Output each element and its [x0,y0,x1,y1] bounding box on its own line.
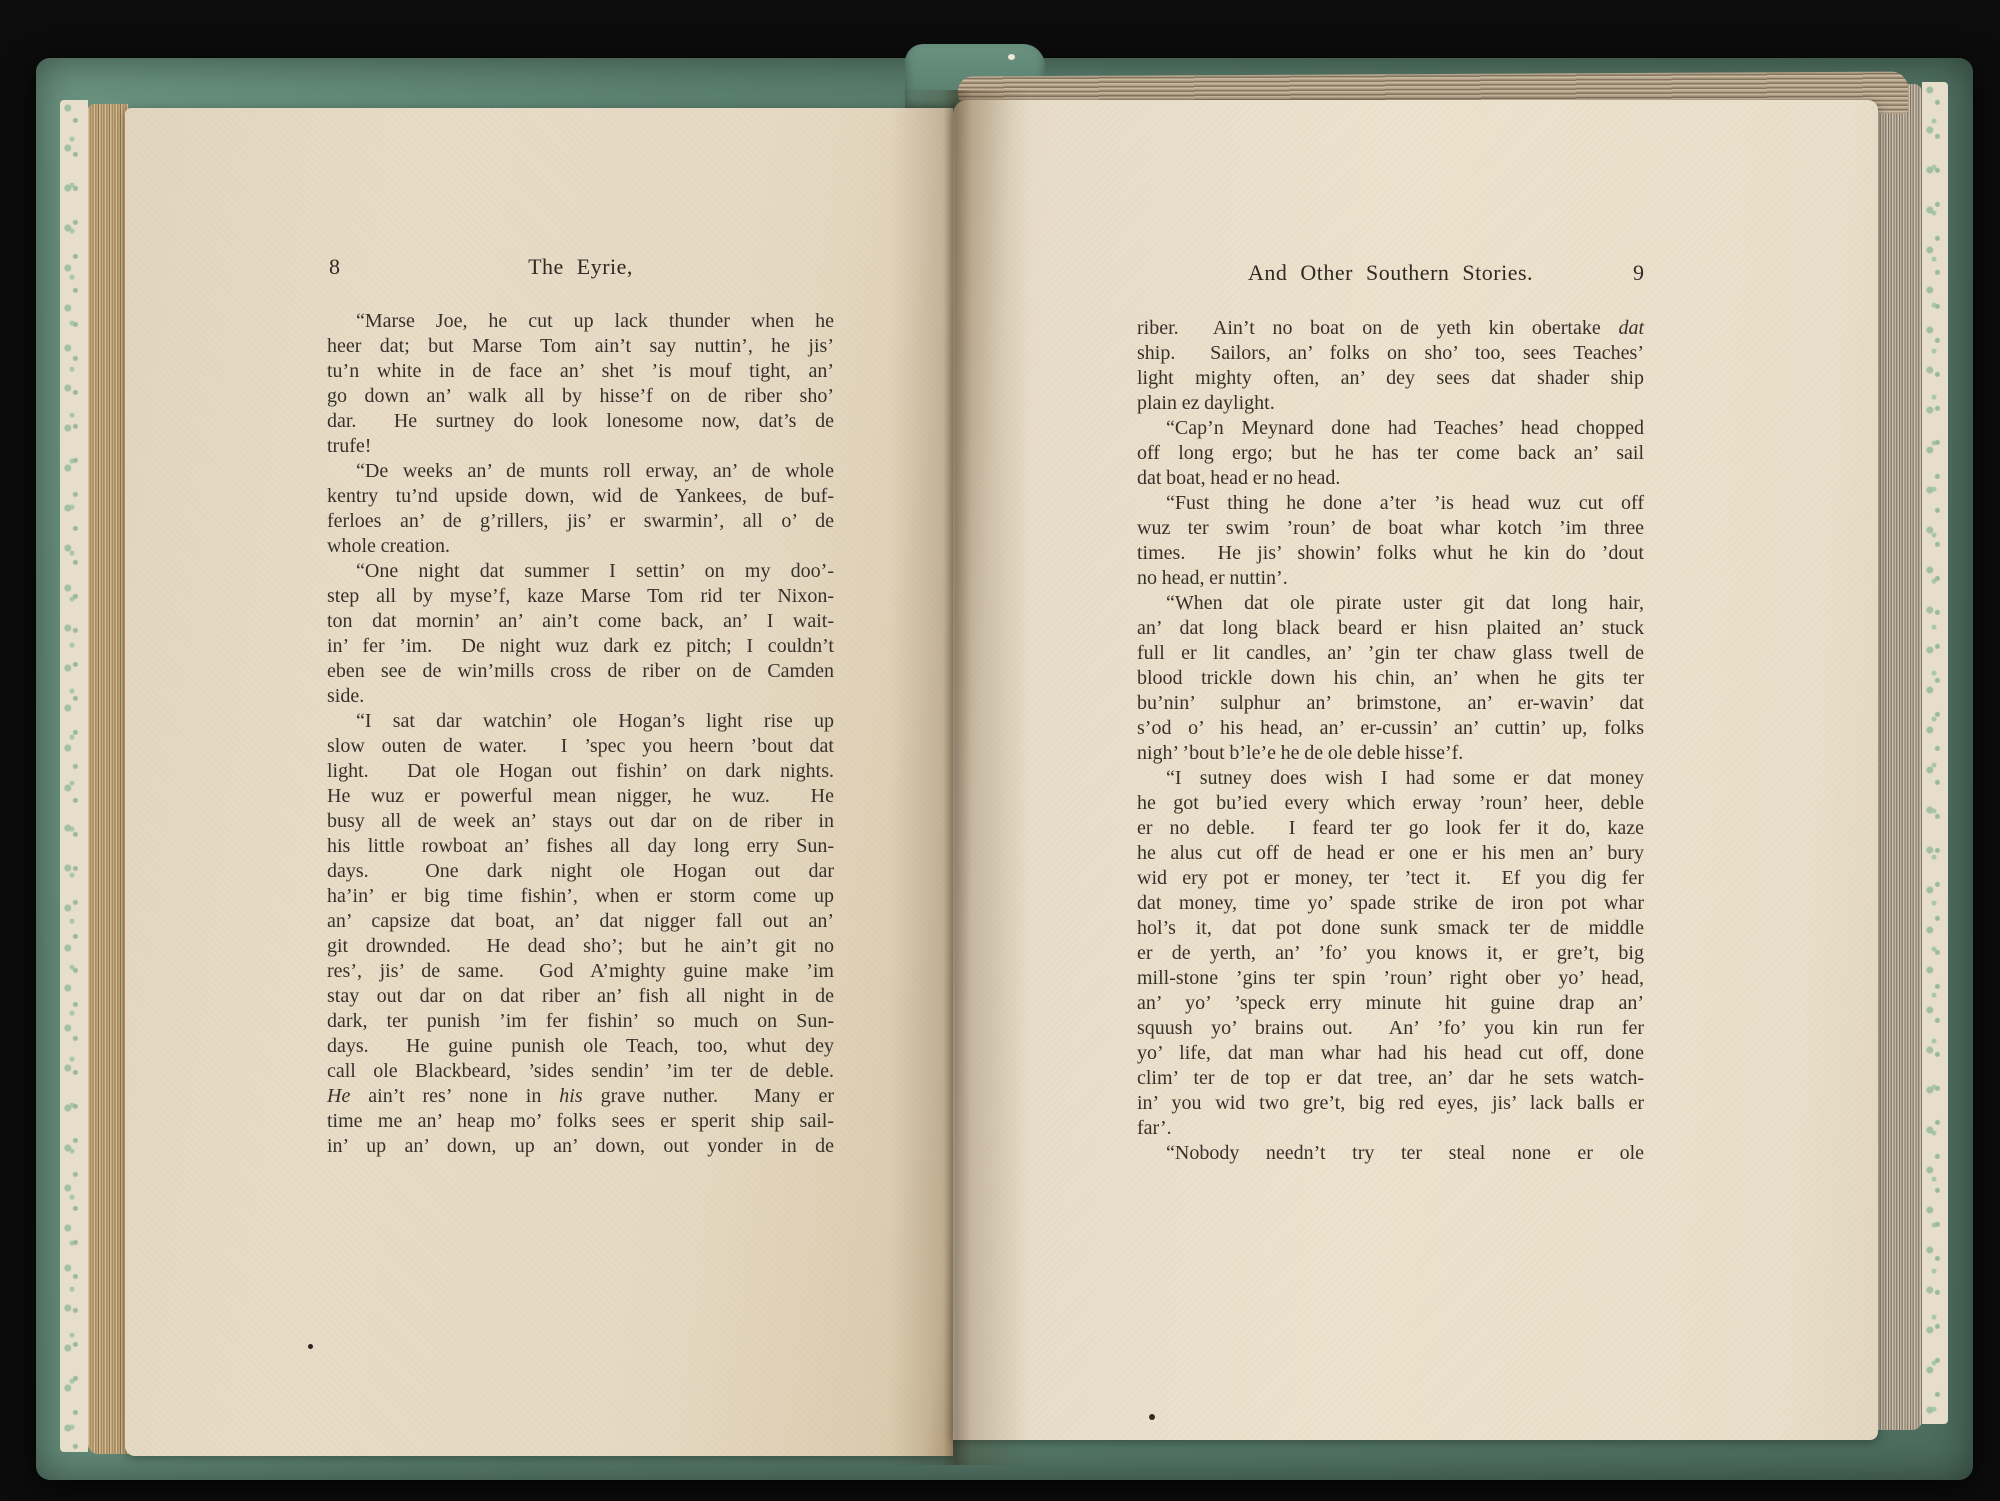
text-line: in’ up an’ down, up an’ down, out yonder in de [327,1135,834,1157]
text-line: light. Dat ole Hogan out fishin’ on dark nights. [327,760,834,782]
text-line: time me an’ heap mo’ folks sees er sperit ship sail- [327,1110,834,1132]
page-number-right: 9 [1633,260,1644,285]
text-line: res’, jis’ de same. God A’mighty guine make ’im [327,960,834,982]
paragraph [1137,766,1644,1141]
text-line: ship. Sailors, an’ folks on sho’ too, sees Teaches’ [1137,342,1644,364]
text-line: dat boat, head er no head. [1137,467,1341,489]
text-line: days. He guine punish ole Teach, too, whut dey [327,1035,834,1057]
text-line: nigh’ ’bout b’le’e he de ole deble hisse’f. [1137,742,1464,764]
page-left-text [327,309,834,1159]
text-line: off long ergo; but he has ter come back an’ sail [1137,442,1644,464]
text-line: he alus cut off de head er one er his men an’ bury [1137,842,1644,864]
text-line: slow outen de water. I ’spec you heern ’bout dat [327,735,834,757]
text-line: mill-stone ’gins ter spin ’roun’ right ober yo’ head, [1137,967,1644,989]
text-line: an’ capsize dat boat, an’ dat nigger fall out an’ [327,910,834,932]
page-header-right [1137,260,1644,286]
text-line: ton dat mornin’ an’ ain’t come back, an’ I wait- [327,610,834,632]
paragraph [327,559,834,709]
text-line: squush yo’ brains out. An’ ’fo’ you kin run fer [1137,1017,1644,1039]
endpaper-left [60,100,88,1452]
text-line: “De weeks an’ de munts roll erway, an’ de whole [356,460,834,482]
endpaper-right [1922,82,1948,1424]
text-line: whole creation. [327,535,450,557]
text-line: “One night dat summer I settin’ on my doo’- [356,560,834,582]
paragraph [327,459,834,559]
paragraph [1137,316,1644,416]
text-line: times. He jis’ showin’ folks whut he kin do ’dout [1137,542,1644,564]
paragraph [327,709,834,1159]
text-line: plain ez daylight. [1137,392,1275,414]
text-line: bu’nin’ sulphur an’ brimstone, an’ er-wavin’ dat [1137,692,1644,714]
text-line: ferloes an’ de g’rillers, jis’ er swarmin’, all o’ de [327,510,834,532]
text-line: He wuz er powerful mean nigger, he wuz. He [327,785,834,807]
text-line: in’ fer ’im. De night wuz dark ez pitch; I couldn’t [327,635,834,657]
text-line: wuz ter swim ’roun’ de boat whar kotch ’im three [1137,517,1644,539]
text-line: s’od o’ his head, an’ er-cussin’ an’ cuttin’ up, folks [1137,717,1644,739]
page-number-left: 8 [329,254,340,279]
text-line: dark, ter punish ’im fer fishin’ so much on Sun- [327,1010,834,1032]
text-line: “Nobody needn’t try ter steal none er ole [1166,1142,1644,1164]
text-line: “I sat dar watchin’ ole Hogan’s light rise up [356,710,834,732]
text-line: an’ yo’ ’speck erry minute hit guine drap an’ [1137,992,1644,1014]
text-line: go down an’ walk all by hisse’f on de riber sho’ [327,385,834,407]
text-line: his little rowboat an’ fishes all day long erry Sun- [327,835,834,857]
paragraph [1137,491,1644,591]
running-title-right: And Other Southern Stories. [1247,260,1534,285]
text-line: dar. He surtney do look lonesome now, dat’s de [327,410,834,432]
text-line: light mighty often, an’ dey sees dat shader ship [1137,367,1644,389]
text-line: git drownded. He dead sho’; but he ain’t git no [327,935,834,957]
text-line: an’ dat long black beard er hisn plaited an’ stuck [1137,617,1644,639]
text-line: clim’ ter de top er dat tree, an’ dar he sets watch- [1137,1067,1644,1089]
text-line: tu’n white in de face an’ shet ’is mouf tight, an’ [327,360,834,382]
text-line: days. One dark night ole Hogan out dar [327,860,834,882]
text-line: blood trickle down his chin, an’ when he gits ter [1137,667,1644,689]
text-line: riber. Ain’t no boat on de yeth kin obertake dat [1137,317,1644,339]
dust-speck [1008,54,1015,60]
text-line: “Cap’n Meynard done had Teaches’ head chopped [1166,417,1644,439]
text-line: yo’ life, dat man whar had his head cut off, done [1137,1042,1644,1064]
paragraph [1137,591,1644,766]
text-line: call ole Blackbeard, ’sides sendin’ ’im ter de deble. [327,1060,834,1082]
running-title-left: The Eyrie, [528,254,633,279]
dust-speck [308,1344,313,1349]
text-line: wid ery pot er money, ter ’tect it. Ef you dig fer [1137,867,1644,889]
text-line: he got bu’ied every which erway ’roun’ heer, deble [1137,792,1644,814]
text-line: trufe! [327,435,372,457]
text-line: stay out dar on dat riber an’ fish all night in de [327,985,834,1007]
text-line: er no deble. I feard ter go look fer it do, kaze [1137,817,1644,839]
paragraph [327,309,834,459]
page-right-text [1137,316,1644,1166]
text-line: full er lit candles, an’ ’gin ter chaw glass twell de [1137,642,1644,664]
text-line: step all by myse’f, kaze Marse Tom rid ter Nixon- [327,585,834,607]
text-line: ha’in’ er big time fishin’, when er storm come up [327,885,834,907]
text-line: dat money, time yo’ spade strike de iron pot whar [1137,892,1644,914]
text-line: “When dat ole pirate uster git dat long hair, [1166,592,1644,614]
text-line: no head, er nuttin’. [1137,567,1288,589]
text-line: eben see de win’mills cross de riber on de Camden [327,660,834,682]
paragraph [1137,1141,1644,1166]
text-line: kentry tu’nd upside down, wid de Yankees, de buf- [327,485,834,507]
text-line: “Marse Joe, he cut up lack thunder when he [356,310,834,332]
page-edges-right [1878,84,1922,1430]
text-line: er de yerth, an’ ’fo’ you knows it, er gre’t, big [1137,942,1644,964]
text-line: “Fust thing he done a’ter ’is head wuz cut off [1166,492,1644,514]
text-line: heer dat; but Marse Tom ain’t say nuttin’, he jis’ [327,335,834,357]
text-line: hol’s it, dat pot done sunk smack ter de middle [1137,917,1644,939]
page-right [953,100,1878,1440]
page-left [125,108,953,1456]
page-edges-left [88,104,128,1454]
text-line: busy all de week an’ stays out dar on de riber in [327,810,834,832]
text-line: in’ you wid two gre’t, big red eyes, jis’ lack balls er [1137,1092,1644,1114]
page-header-left [327,254,834,280]
text-line: far’. [1137,1117,1172,1139]
text-line: He ain’t res’ none in his grave nuther. Many er [327,1085,834,1107]
text-line: “I sutney does wish I had some er dat money [1166,767,1644,789]
text-line: side. [327,685,365,707]
dust-speck [1149,1414,1155,1420]
paragraph [1137,416,1644,491]
